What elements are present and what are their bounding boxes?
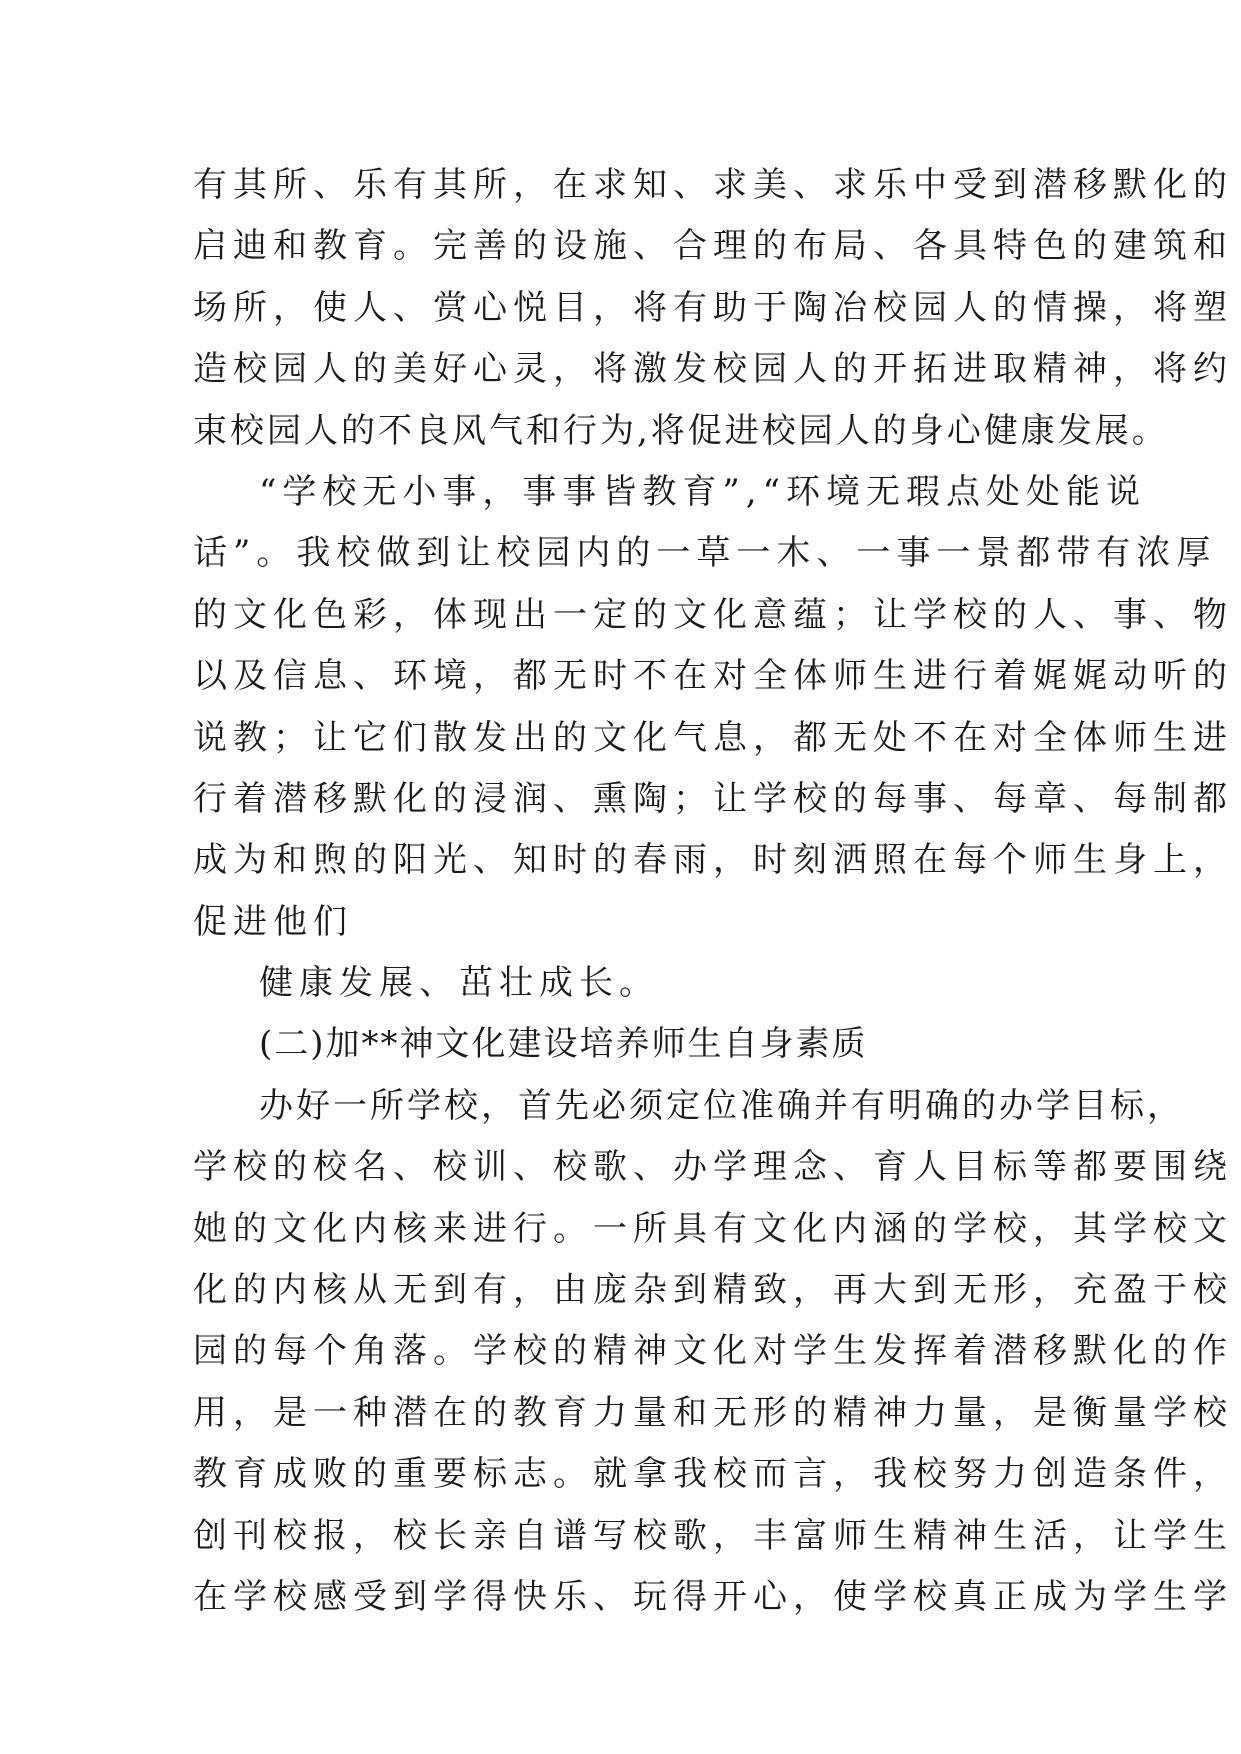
text-line: 化的内核从无到有，由庞杂到精致，再大到无形，充盈于校 bbox=[193, 1270, 1233, 1311]
text-line: 的文化色彩，体现出一定的文化意蕴；让学校的人、事、物 bbox=[193, 594, 1233, 635]
text-line: 造校园人的美好心灵，将激发校园人的开拓进取精神，将约 bbox=[193, 349, 1233, 390]
text-line: 有其所、乐有其所，在求知、求美、求乐中受到潜移默化的 bbox=[193, 165, 1233, 205]
text-line: 在学校感受到学得快乐、玩得开心，使学校真正成为学生学 bbox=[193, 1576, 1233, 1617]
text-line: 促进他们 bbox=[193, 901, 353, 942]
text-line: 创刊校报，校长亲自谱写校歌，丰富师生精神生活，让学生 bbox=[193, 1515, 1233, 1556]
text-line: 教育成败的重要标志。就拿我校而言，我校努力创造条件， bbox=[193, 1454, 1233, 1495]
text-line: 学校的校名、校训、校歌、办学理念、育人目标等都要围绕 bbox=[193, 1147, 1233, 1188]
text-line: 话”。我校做到让校园内的一草一木、一事一景都带有浓厚 bbox=[193, 533, 1217, 574]
text-line: 以及信息、环境，都无时不在对全体师生进行着娓娓动听的 bbox=[193, 656, 1233, 697]
paragraph-start-line: 办好一所学校，首先必须定位准确并有明确的办学目标， bbox=[259, 1085, 1184, 1126]
paragraph-start-line: “学校无小事，事事皆教育”,“环境无瑕点处处能说 bbox=[259, 471, 1146, 512]
section-heading: (二)加**神文化建设培养师生自身素质 bbox=[259, 1024, 868, 1065]
body-text bbox=[193, 155, 1233, 1628]
text-line: 园的每个角落。学校的精神文化对学生发挥着潜移默化的作 bbox=[193, 1331, 1233, 1372]
text-line: 用，是一种潜在的教育力量和无形的精神力量，是衡量学校 bbox=[193, 1392, 1233, 1433]
paragraph-start-line: 健康发展、茁壮成长。 bbox=[259, 963, 659, 1004]
text-line: 启迪和教育。完善的设施、合理的布局、各具特色的建筑和 bbox=[193, 226, 1233, 267]
text-line: 场所，使人、赏心悦目，将有助于陶冶校园人的情操，将塑 bbox=[193, 287, 1233, 328]
text-line: 说教；让它们散发出的文化气息，都无处不在对全体师生进 bbox=[193, 717, 1233, 758]
text-line: 成为和煦的阳光、知时的春雨，时刻洒照在每个师生身上， bbox=[193, 840, 1233, 881]
text-line: 行着潜移默化的浸润、熏陶；让学校的每事、每章、每制都 bbox=[193, 778, 1233, 819]
text-line: 束校园人的不良风气和行为,将促进校园人的身心健康发展。 bbox=[193, 410, 1169, 451]
text-line: 她的文化内核来进行。一所具有文化内涵的学校，其学校文 bbox=[193, 1208, 1233, 1249]
